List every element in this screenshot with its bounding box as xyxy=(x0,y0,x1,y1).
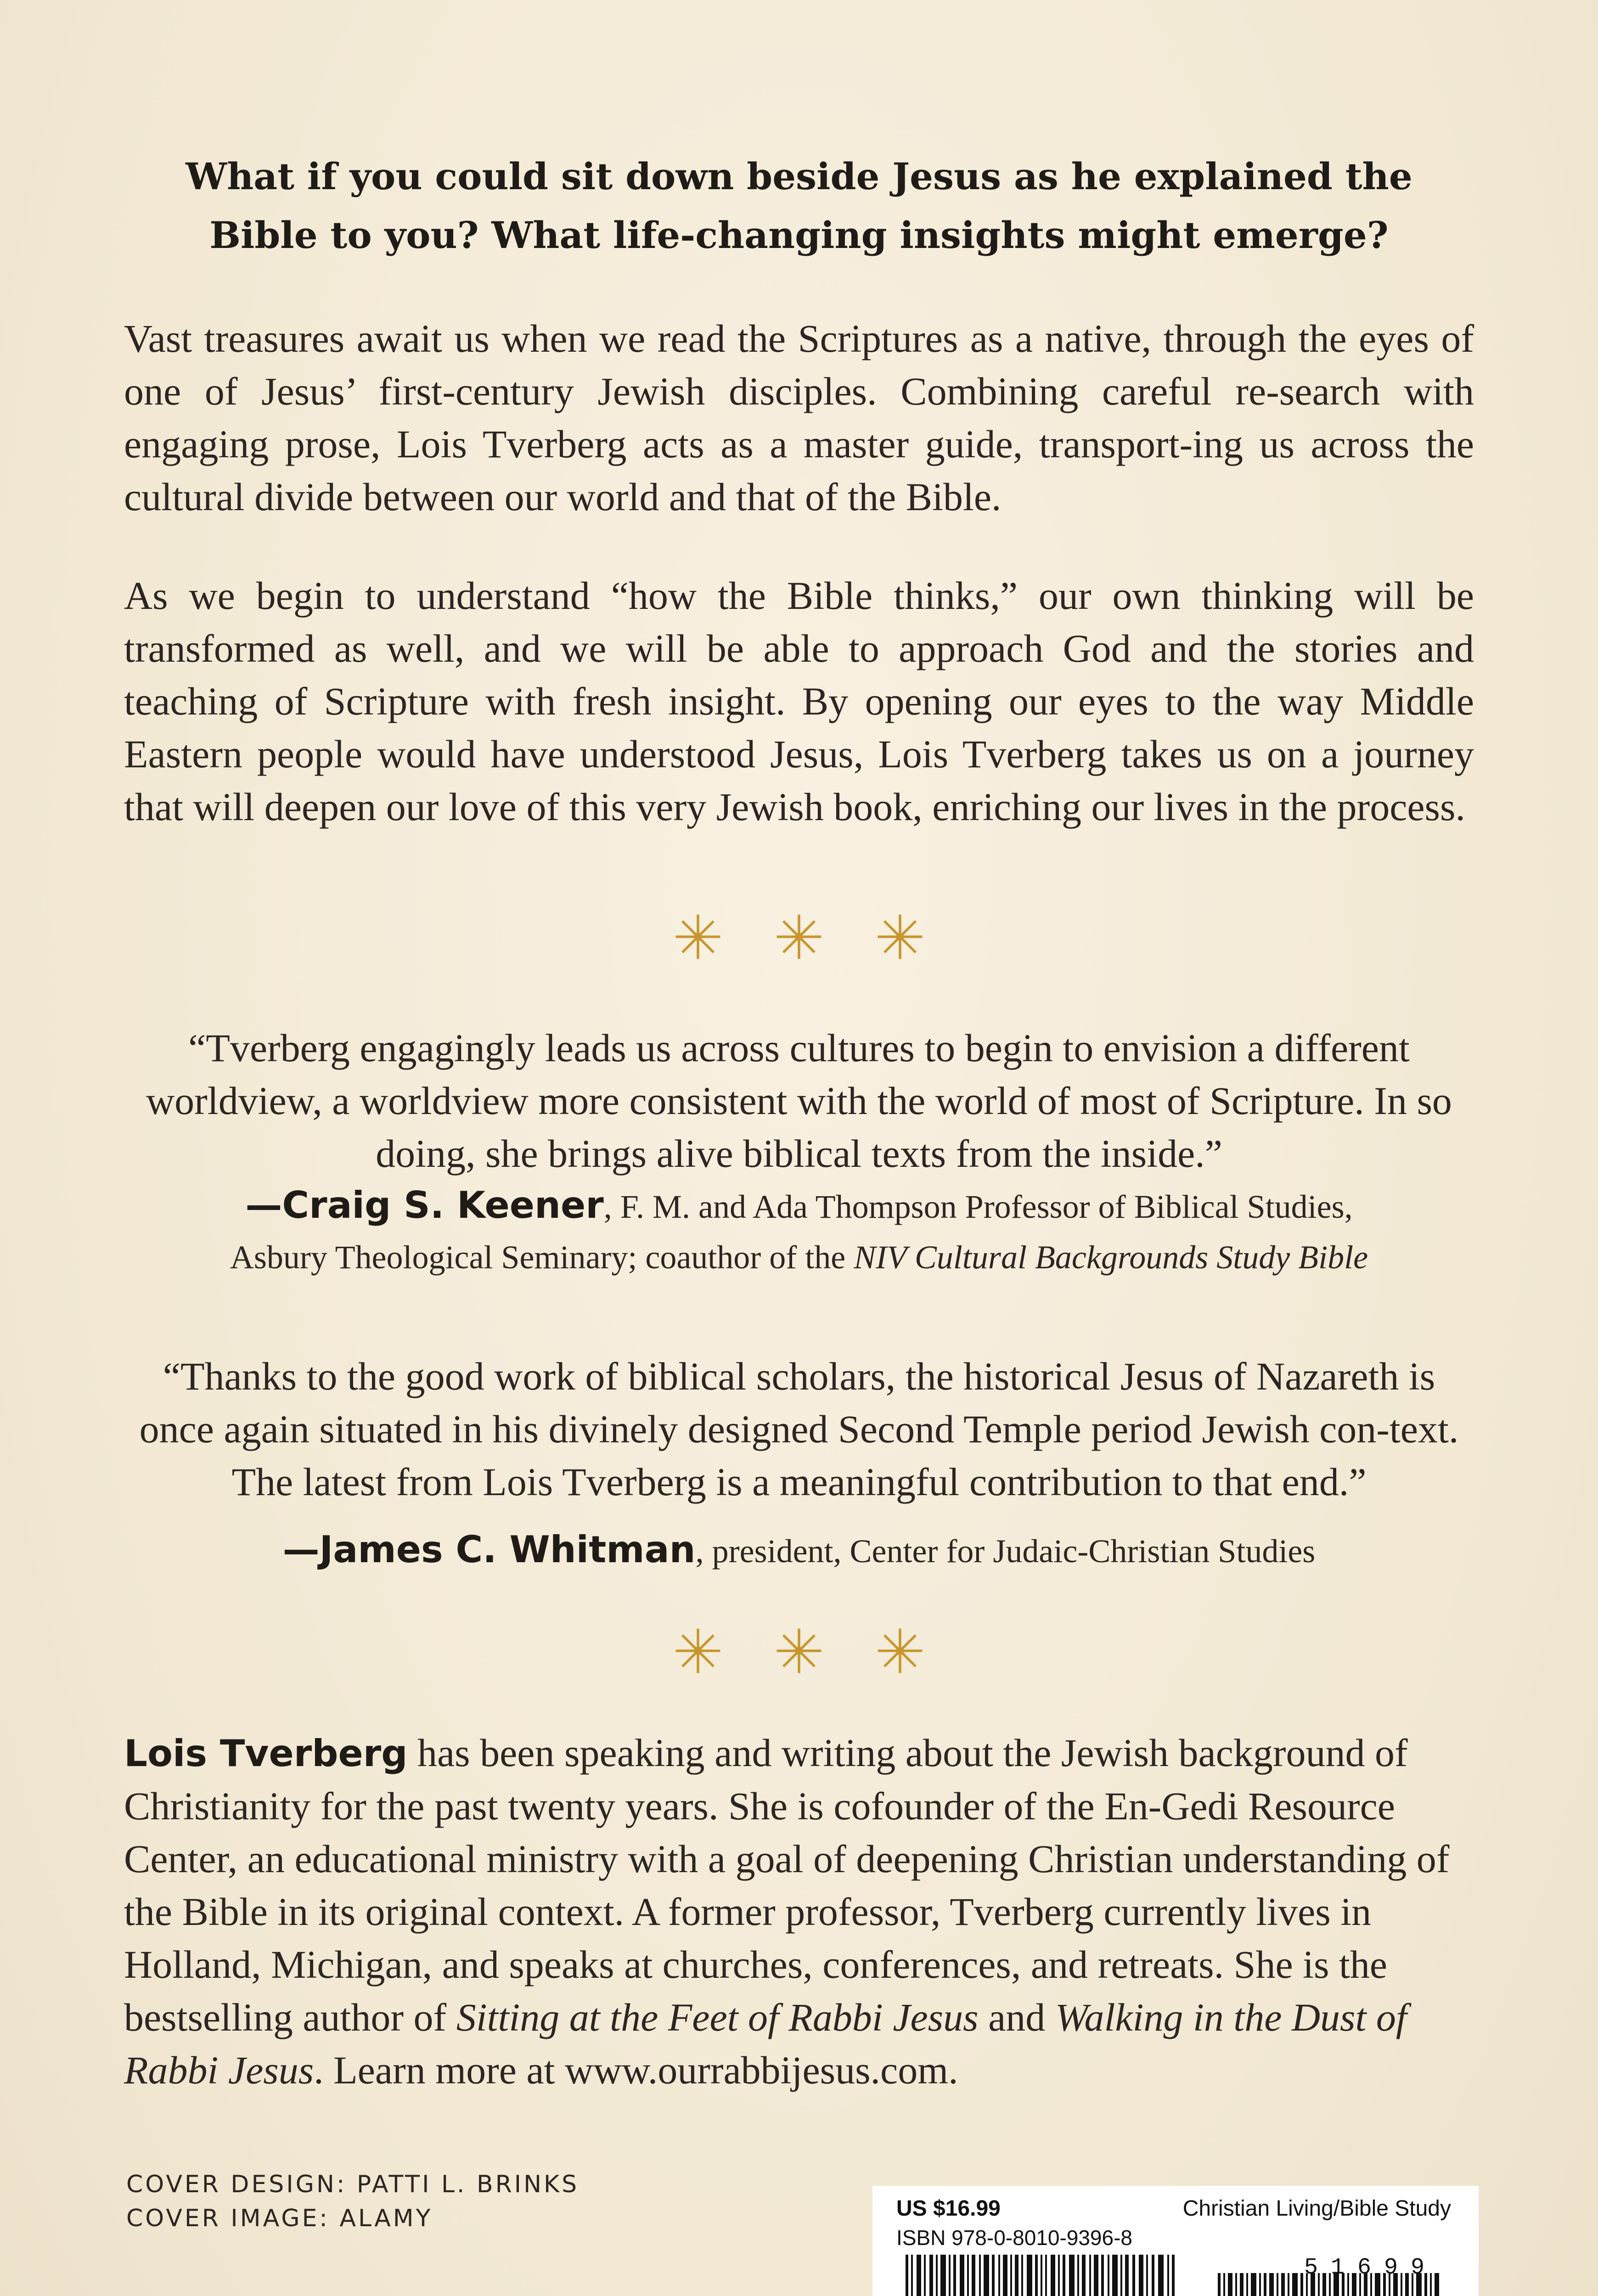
bio-book-title: Sitting at the Feet of Rabbi Jesus xyxy=(456,1995,979,2039)
price: US $16.99 xyxy=(896,2196,1001,2221)
cover-design-credit: COVER DESIGN: PATTI L. BRINKS xyxy=(126,2171,580,2198)
star-divider-1 xyxy=(0,912,1598,962)
open-book-logo-icon xyxy=(124,2282,243,2296)
cover-image-credit: COVER IMAGE: ALAMY xyxy=(126,2205,433,2232)
endorser-title: , president, Center for Judaic-Christian Studies xyxy=(695,1533,1316,1570)
cover-credits xyxy=(126,2167,579,2235)
author-bio xyxy=(124,1727,1474,2097)
category: Christian Living/Bible Study xyxy=(1182,2196,1451,2221)
author-name: Lois Tverberg xyxy=(124,1732,408,1775)
endorser-title-line2: Asbury Theological Seminary; coauthor of the xyxy=(230,1239,854,1276)
star-ornament-icon xyxy=(673,912,723,962)
barcode-addon-digits: 51699 xyxy=(1304,2255,1438,2281)
star-ornament-icon xyxy=(774,1626,824,1676)
bio-text: . Learn more at www.ourrabbijesus.com. xyxy=(314,2048,958,2092)
star-ornament-icon xyxy=(875,912,925,962)
barcode-label xyxy=(872,2186,1479,2296)
endorsement-attribution-whitman xyxy=(92,1525,1506,1576)
star-ornament-icon xyxy=(875,1626,925,1676)
endorsement-attribution-keener xyxy=(92,1180,1506,1283)
headline: What if you could sit down beside Jesus as he explained the Bible to you? What life-changing insights might emerge? xyxy=(186,155,1412,257)
bio-book-title: Walking in the Dust of Rabbi Jesus xyxy=(124,1995,1407,2092)
bio-text: and xyxy=(978,1995,1055,2039)
publisher-logo xyxy=(124,2268,675,2296)
endorser-name: —Craig S. Keener xyxy=(245,1184,604,1227)
intro-paragraph-1: Vast treasures await us when we read the Scriptures as a native, through the eyes of one of Jesus’ first-century Jewish disciples. Combining careful re-search with engaging prose, Lois Tverberg acts as a master guide, transport-ing us across the cultural divide between our world and that of the Bible. xyxy=(124,316,1474,519)
endorser-book-title: NIV Cultural Backgrounds Study Bible xyxy=(854,1239,1368,1276)
endorser-name: —James C. Whitman xyxy=(282,1528,696,1571)
endorsement-quote-whitman: “Thanks to the good work of biblical scholars, the historical Jesus of Nazareth is once again situated in his divinely designed Second Temple period Jewish con-text. The latest from Lois Tverberg is a meaningful contribution to that end.” xyxy=(139,1354,1459,1504)
endorsement-quote-keener: “Tverberg engagingly leads us across cultures to begin to envision a different worldview, a worldview more consistent with the world of most of Scripture. In so doing, she brings alive biblical texts from the inside.” xyxy=(146,1026,1452,1176)
star-ornament-icon xyxy=(673,1626,723,1676)
bio-text: has been speaking and writing about the Jewish background of Christianity for the past twenty years. She is cofounder of the En-Gedi Resource Center, an educational ministry with a goal of deepening Christian understanding of the Bible in its original context. A former professor, Tverberg currently lives in Holland, Michigan, and speaks at churches, conferences, and retreats. She is the bestselling author of xyxy=(124,1731,1450,2039)
star-divider-2 xyxy=(0,1626,1598,1676)
isbn: ISBN 978-0-8010-9396-8 xyxy=(896,2226,1132,2250)
endorser-title: , F. M. and Ada Thompson Professor of Biblical Studies, xyxy=(603,1188,1353,1225)
star-ornament-icon xyxy=(774,912,824,962)
intro-paragraph-2: As we begin to understand “how the Bible thinks,” our own thinking will be transformed as well, and we will be able to approach God and the stories and teaching of Scripture with fresh insight. By opening our eyes to the way Middle Eastern people would have understood Jesus, Lois Tverberg takes us on a journey that will deepen our love of this very Jewish book, enriching our lives in the process. xyxy=(124,574,1474,829)
